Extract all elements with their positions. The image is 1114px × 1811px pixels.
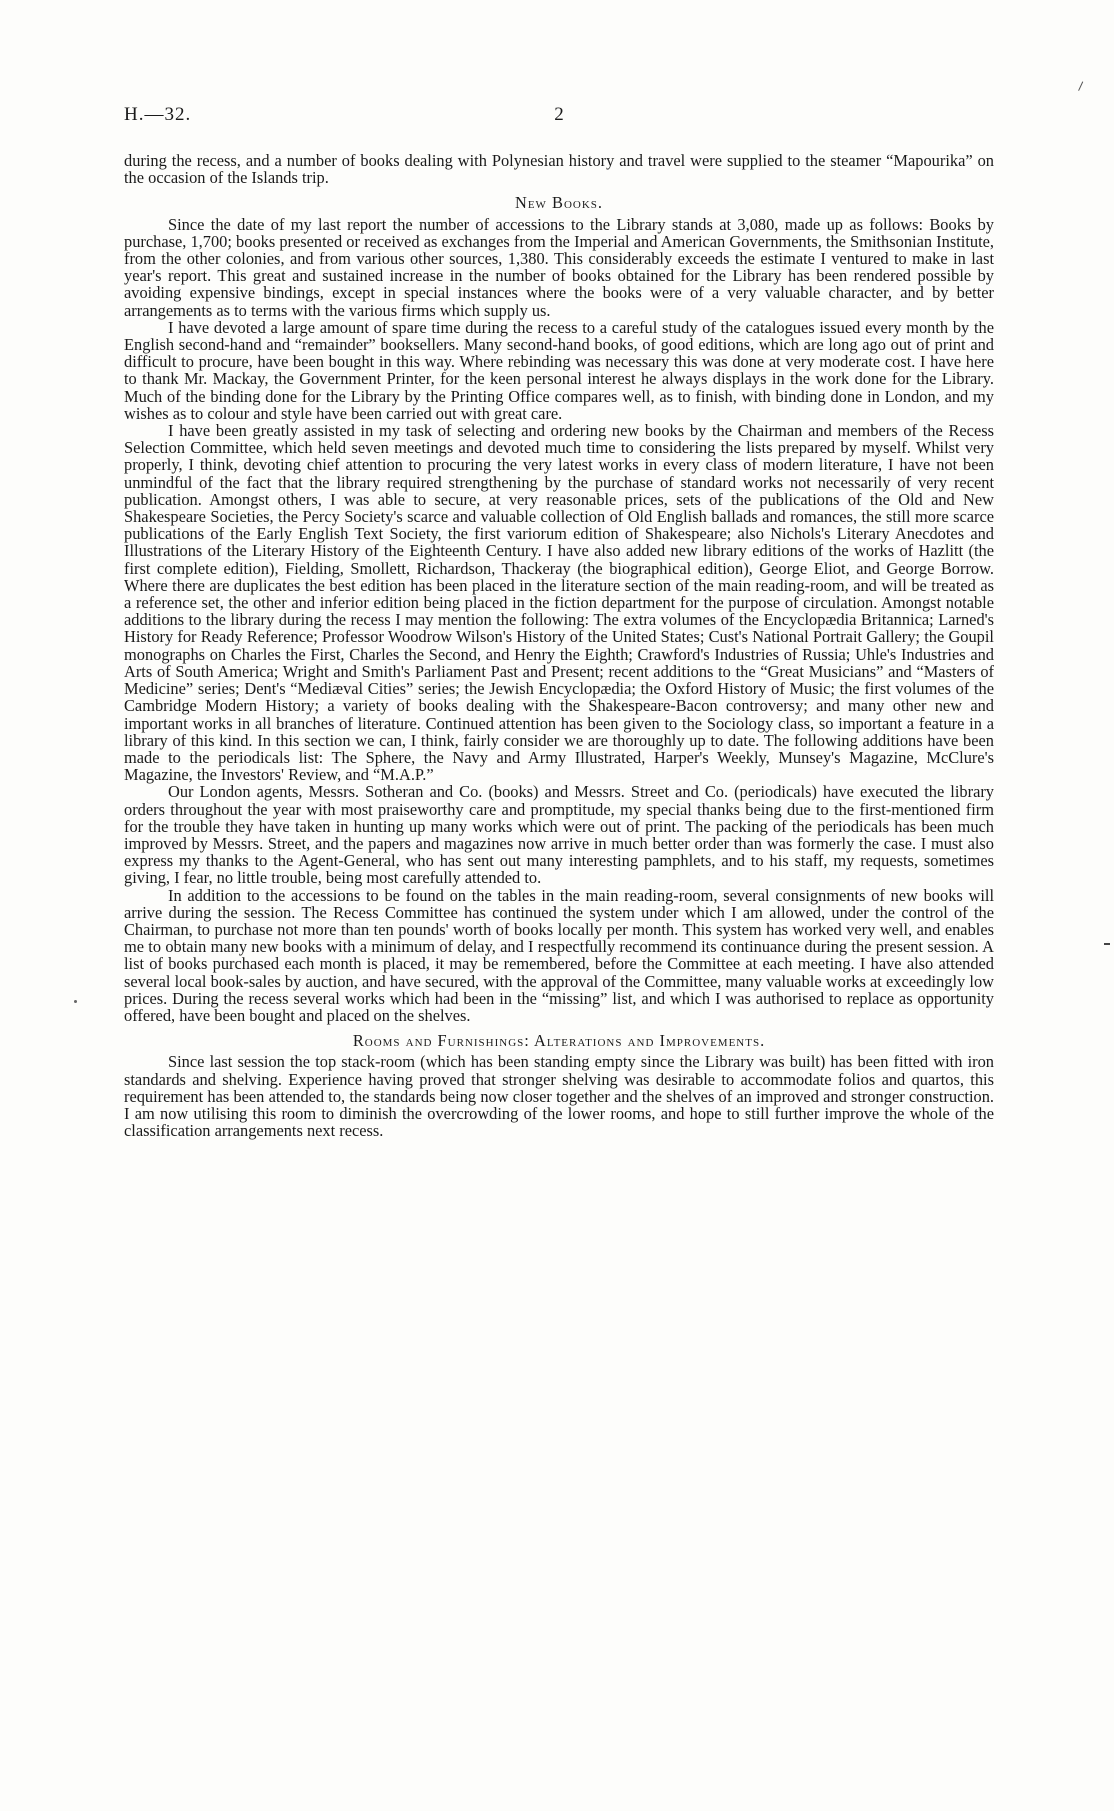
- section-heading-new-books: New Books.: [514, 193, 603, 213]
- page-header: [124, 104, 994, 130]
- section-heading-rooms: Rooms and Furnishings: Alterations and Improvements.: [352, 1031, 766, 1051]
- paragraph-catalogues: I have devoted a large amount of spare time during the recess to a careful study of the catalogues issued every month by the English second-hand and “remainder” booksellers. Many second-hand books, of good editions, which are long ago out of print and difficult to procure, have been bought in this way. Where rebinding was necessary this was done at very moderate cost. I have here to thank Mr. Mackay, the Government Printer, for the keen personal interest he always displays in the work done for the Library. Much of the binding done for the Library by the Printing Office compares well, as to finish, with binding done in London, and my wishes as to colour and style have been carried out with great care.: [124, 317, 994, 423]
- paragraph-selection: I have been greatly assisted in my task of selecting and ordering new books by the Chairman and members of the Recess Selection Committee, which held seven meetings and devoted much time to considering the lists prepared by myself. Whilst very properly, I think, devoting chief attention to procuring the very latest works in every class of modern literature, I have not been unmindful of the fact that the library required strengthening by the purchase of standard works not necessarily of very recent publication. Amongst others, I was able to secure, at very reasonable prices, sets of the publications of the Old and New Shakespeare Societies, the Percy Society's scarce and valuable collection of Old English ballads and romances, the still more scarce publications of the Early English Text Society, the first variorum edition of Shakespeare; also Nichols's Literary Anecdotes and Illustrations of the Literary History of the Eighteenth Century. I have also added new library editions of the works of Hazlitt (the first complete edition), Fielding, Smollett, Richardson, Thackeray (the biographical edition), George Eliot, and George Borrow. Where there are duplicates the best edition has been placed in the literature section of the main reading-room, and will be treated as a reference set, the other and inferior edition being placed in the fiction department for the purpose of circulation. Amongst notable additions to the library during the recess I may mention the following: The extra volumes of the Encyclopædia Britannica; Larned's History for Ready Reference; Professor Woodrow Wilson's History of the United States; Cust's National Portrait Gallery; the Goupil monographs on Charles the First, Charles the Second, and Henry the Eighth; Crawford's Industries of Russia; Uhle's Industries and Arts of South America; Wright and Smith's Parliament Past and Present; recent additions to the “Great Musicians” and “Masters of Medicine” series; Dent's “Mediæval Cities” series; the Jewish Encyclopædia; the Oxford History of Music; the first volumes of the Cambridge Modern History; a variety of books dealing with the Shakespeare-Bacon controversy; and many other new and important works in all branches of literature. Continued attention has been given to the Sociology class, so important a feature in a library of this kind. In this section we can, I think, fairly consider we are thoroughly up to date. The following additions have been made to the periodicals list: The Sphere, the Navy and Army Illustrated, Harper's Weekly, Munsey's Magazine, McClure's Magazine, the Investors' Review, and “M.A.P.”: [124, 421, 994, 785]
- paragraph-stack-room: Since last session the top stack-room (which has been standing empty since the Library was built) has been fitted with iron standards and shelving. Experience having proved that stronger shelving was desirable to accommodate folios and quartos, this requirement has been attended to, the standards being now closer together and the shelves of an improved and stronger construction. I am now utilising this room to diminish the overcrowding of the lower rooms, and hope to still further improve the whole of the classification arrangements next recess.: [124, 1052, 994, 1141]
- document-body: [124, 152, 994, 1139]
- paragraph-london-agents: Our London agents, Messrs. Sotheran and Co. (books) and Messrs. Street and Co. (periodicals) have executed the library orders throughout the year with most praiseworthy care and promptitude, my special thanks being due to the first-mentioned firm for the trouble they have taken in hunting up many works which were out of print. The packing of the periodicals has been much improved by Messrs. Street, and the papers and magazines now arrive in much better order than was formerly the case. I must also express my thanks to the Agent-General, who has sent out many interesting pamphlets, and to his staff, my requests, sometimes giving, I fear, no little trouble, being most carefully attended to.: [124, 782, 994, 888]
- paragraph-additions: In addition to the accessions to be found on the tables in the main reading-room, several consignments of new books will arrive during the session. The Recess Committee has continued the system under which I am allowed, under the control of the Chairman, to purchase not more than ten pounds' worth of books locally per month. This system has worked very well, and enables me to obtain many new books with a minimum of delay, and I respectfully recommend its continuance during the present session. A list of books purchased each month is placed, it may be remembered, before the Committee at each meeting. I have also attended several local book-sales by auction, and have secured, with the approval of the Committee, many valuable works at exceedingly low prices. During the recess several works which had been in the “missing” list, and which I was authorised to replace as opportunity offered, have been bought and placed on the shelves.: [124, 885, 994, 1025]
- scan-mark: [74, 1000, 77, 1003]
- scan-mark: [1104, 943, 1110, 945]
- paragraph-accessions: Since the date of my last report the number of accessions to the Library stands at 3,080, made up as follows: Books by purchase, 1,700; books presented or received as exchanges from the Imperial and American Governments, the Smithsonian Institute, from the other colonies, and from various other sources, 1,380. This considerably exceeds the estimate I ventured to make in last year's report. This great and sustained increase in the number of books obtained for the Library has been rendered possible by avoiding expensive bindings, except in special instances where the books were of a very valuable character, and by better arrangements as to terms with the various firms which supply us.: [124, 214, 994, 320]
- page-number: 2: [554, 104, 564, 125]
- scan-mark: [1078, 81, 1087, 92]
- paragraph-continued: during the recess, and a number of books dealing with Polynesian history and travel were supplied to the steamer “Mapourika” on the occasion of the Islands trip.: [124, 151, 994, 188]
- document-reference: H.—32.: [124, 104, 192, 125]
